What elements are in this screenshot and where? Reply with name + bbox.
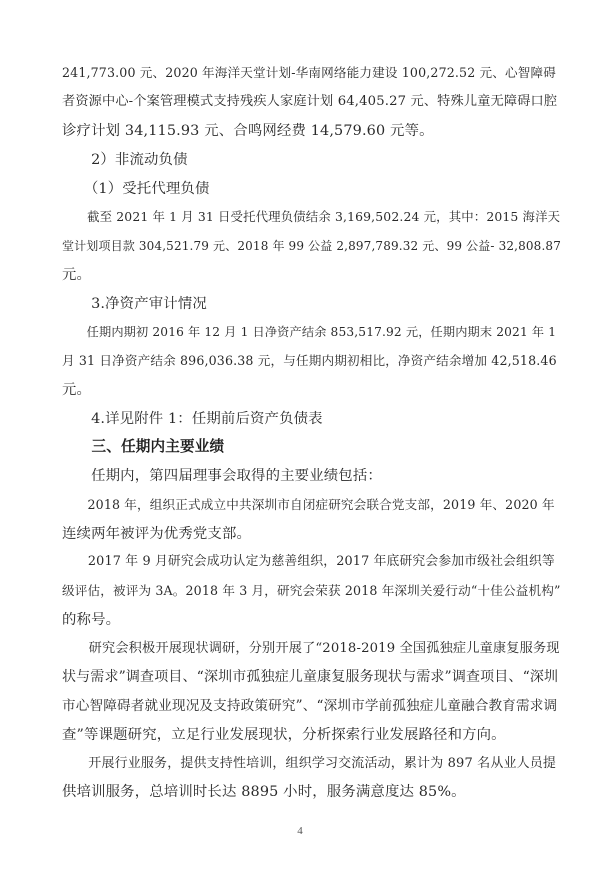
- text-line: 任期内期初 2016 年 12 月 1 日净资产结余 853,517.92 元，任期内期末 2021 年 1: [62, 325, 557, 339]
- text-line: 研究会积极开展现状调研，分别开展了“2018-2019 全国孤独症儿童康复服务现: [62, 641, 560, 656]
- text-line: 诊疗计划 34,115.93 元、合鸣网经费 14,579.60 元等。: [62, 123, 434, 139]
- text-line: 元。: [62, 382, 92, 398]
- text-line: 4.详见附件 1：任期前后资产负债表: [62, 411, 323, 427]
- text-line: 的称号。: [62, 612, 121, 628]
- text-line: 2018 年，组织正式成立中共深圳市自闭症研究会联合党支部，2019 年、2020 年: [62, 497, 555, 512]
- text-line: 任期内，第四届理事会取得的主要业绩包括：: [62, 468, 382, 484]
- text-line: 元。: [62, 267, 92, 283]
- page-number: 4: [297, 825, 303, 837]
- text-line: 月 31 日净资产结余 896,036.38 元，与任期内期初相比，净资产结余增加 42,518.46: [62, 353, 557, 368]
- text-line: 市心智障碍者就业现况及支持政策研究”、“深圳市学前孤独症儿童融合教育需求调: [62, 698, 558, 714]
- section-subheading: 2）非流动负债: [62, 152, 188, 168]
- text-line: 供培训服务，总培训时长达 8895 小时，服务满意度达 85%。: [62, 784, 466, 800]
- text-line: 2017 年 9 月研究会成功认定为慈善组织，2017 年底研究会参加市级社会组织等: [62, 554, 555, 569]
- section-subheading: 3.净资产审计情况: [62, 296, 207, 312]
- text-line: 者资源中心-个案管理模式支持残疾人家庭计划 64,405.27 元、特殊儿童无障碍口腔: [62, 94, 558, 109]
- text-line: 级评估，被评为 3A。2018 年 3 月，研究会荣获 2018 年深圳关爱行动“十佳公益机构”: [62, 583, 561, 598]
- text-line: 堂计划项目款 304,521.79 元、2018 年 99 公益 2,897,789.32 元、99 公益- 32,808.87: [62, 239, 561, 253]
- section-heading: 三、任期内主要业绩: [62, 438, 225, 455]
- text-line: 查”等课题研究，立足行业发展现状，分析探索行业发展路径和方向。: [62, 727, 506, 743]
- text-line: 截至 2021 年 1 月 31 日受托代理负债结余 3,169,502.24 元，其中：2015 海洋天: [62, 209, 561, 224]
- section-subheading: （1）受托代理负债: [62, 181, 210, 197]
- text-line: 连续两年被评为优秀党支部。: [62, 526, 252, 542]
- text-line: 状与需求”调查项目、“深圳市孤独症儿童康复服务现状与需求”调查项目、“深圳: [62, 669, 559, 685]
- text-line: 开展行业服务，提供支持性培训，组织学习交流活动，累计为 897 名从业人员提: [62, 756, 557, 771]
- text-line: 241,773.00 元、2020 年海洋天堂计划-华南网络能力建设 100,272.52 元、心智障碍: [62, 65, 556, 80]
